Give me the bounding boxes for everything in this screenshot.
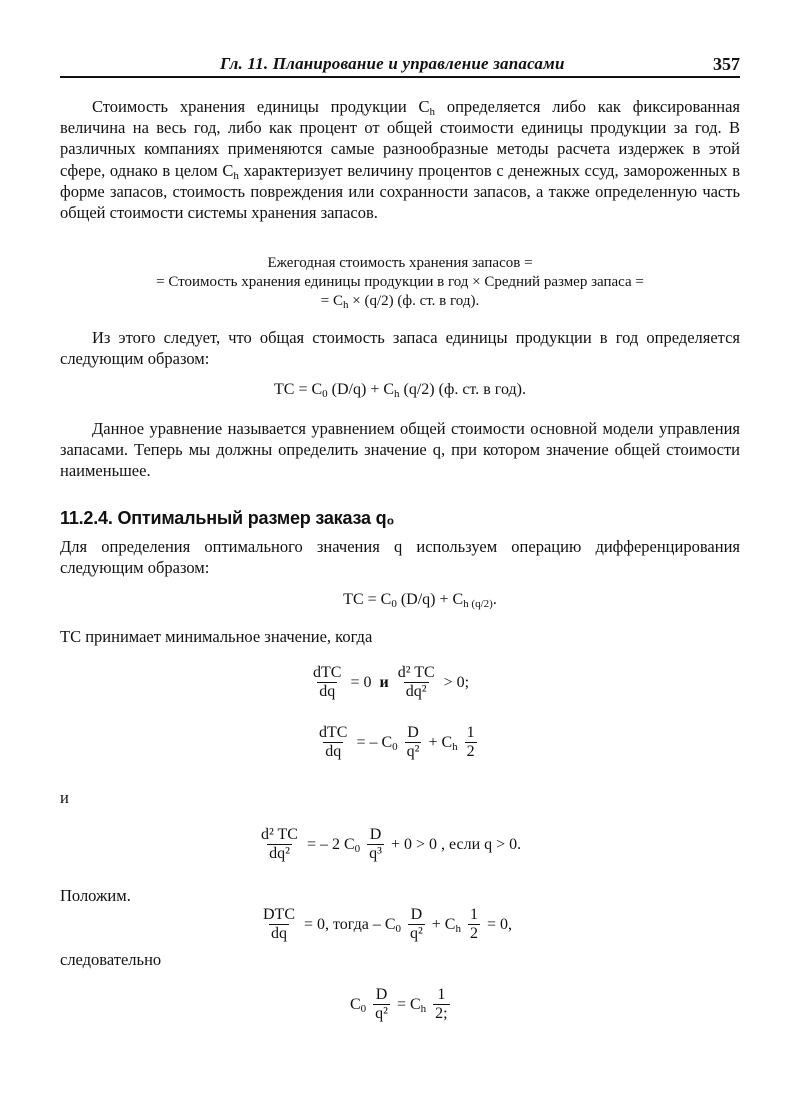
total-cost-formula: TC = $C_0$ $(D/q) + C_h$ (q/2) (ф. ст. в год). xyxy=(274,381,526,400)
second-derivative-formula: $\frac{\text{d² TC}}{\text{dq²}}$ = – 2 $C_0$ $\frac{D}{\text{q³}}$ + 0 > 0 , если q > 0. xyxy=(261,826,522,862)
min-condition-formula: $\frac{\text{dTC}}{dq}$ = 0 и $\frac{\text{d² TC}}{\text{dq²}}$ > 0; xyxy=(313,664,470,700)
paragraph-storage-cost: Стоимость хранения единицы продукции $C_h$ определяется либо как фиксированная величина на весь год, либо как процент от общей стоимости единицы продукции за год. В различных компаниях применяются самые разнообразные методы расчета издержек в этой сфере, однако в целом $C_h$ характеризует величину процентов с денежных ссуд, замороженных в форме запасов, стоимость повреждения или сохранности запасов, а также определенную часть общей стоимости системы хранения запасов. xyxy=(60,97,740,223)
annual-cost-line-3: = $C_h \times (q/2)$ (ф. ст. в год). xyxy=(320,293,480,311)
result-formula: $C_0$ $\frac{D}{\text{q²}}$ = $C_h$ $\frac{1}{2;}$ xyxy=(350,986,448,1022)
set-zero-formula: $\frac{\text{DTC}}{dq}$ = 0, тогда – $C_0$ $\frac{D}{\text{q²}}$ + $C_h$ $\frac{1}{2}$ = 0, xyxy=(263,906,513,942)
word-therefore: следовательно xyxy=(60,950,162,969)
paragraph-total-cost-intro: Из этого следует, что общая стоимость запаса единицы продукции в год определяется следующим образом: xyxy=(60,328,740,369)
word-and: и xyxy=(60,788,69,807)
section-heading: 11.2.4. Оптимальный размер заказа q₀ xyxy=(60,508,395,528)
paragraph-total-cost-equation: Данное уравнение называется уравнением общей стоимости основной модели управления запасами. Теперь мы должны определить значение q, при котором значение общей стоимости наименьшее. xyxy=(60,419,740,481)
annual-cost-line-1: Ежегодная стоимость хранения запасов = xyxy=(267,255,533,271)
fraction-dtc-dq: $\frac{\text{dTC}}{dq}$ xyxy=(313,664,342,700)
chapter-title: Гл. 11. Планирование и управление запасами xyxy=(220,54,565,73)
first-derivative-formula: $\frac{\text{dTC}}{dq}$ = – $C_0$ $\frac{D}{\text{q²}}$ + $C_h$ $\frac{1}{2}$ xyxy=(319,724,475,760)
total-cost-formula-2: TC = $C_0$ $(D/q) + C_{h (q/2)}$. xyxy=(343,591,497,610)
word-put: Положим. xyxy=(60,886,131,905)
running-head xyxy=(60,50,740,78)
page-number: 357 xyxy=(713,54,740,74)
fraction-second-derivative: $\frac{\text{d² TC}}{\text{dq²}}$ xyxy=(397,664,435,700)
annual-cost-line-2: = Стоимость хранения единицы продукции в год × Средний размер запаса = xyxy=(156,274,644,290)
min-condition-text: TC принимает минимальное значение, когда xyxy=(60,627,373,646)
paragraph-differentiation: Для определения оптимального значения q используем операцию дифференцирования следующим образом: xyxy=(60,537,740,578)
